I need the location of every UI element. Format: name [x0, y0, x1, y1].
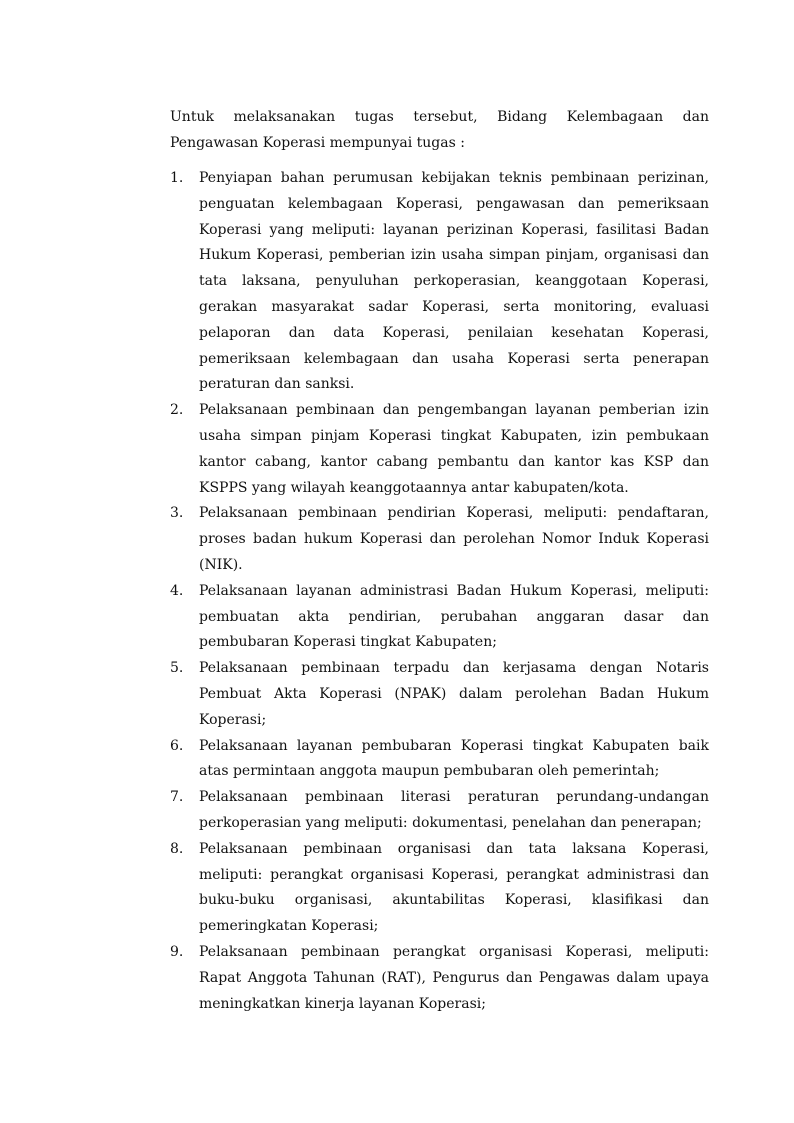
list-item-text: Pelaksanaan pembinaan literasi peraturan perundang-undangan perkoperasian yang meliputi: dokumentasi, penelahan dan penerapan; — [199, 789, 709, 831]
list-item-text: Pelaksanaan pembinaan organisasi dan tata laksana Koperasi, meliputi: perangkat organisasi Koperasi, perangkat administrasi dan buku-buku organisasi, akuntabilitas Koperasi, klasifikasi dan pemeringkatan Koperasi; — [199, 840, 709, 935]
list-item — [170, 940, 709, 1017]
document-page — [170, 104, 709, 1017]
list-item-number: 2. — [170, 402, 184, 419]
list-item-number: 4. — [170, 582, 184, 599]
list-item-text: Penyiapan bahan perumusan kebijakan teknis pembinaan perizinan, penguatan kelembagaan Koperasi, pengawasan dan pemeriksaan Koperasi yang meliputi: layanan perizinan Koperasi, fasilitasi Badan Hukum Koperasi, pemberian izin usaha simpan pinjam, organisasi dan tata laksana, penyuluhan perkoperasian, keanggotaan Koperasi, gerakan masyarakat sadar Koperasi, serta monitoring, evaluasi pelaporan dan data Koperasi, penilaian kesehatan Koperasi, pemeriksaan kelembagaan dan usaha Koperasi serta penerapan peraturan dan sanksi. — [199, 170, 709, 393]
list-item — [170, 785, 709, 837]
list-item — [170, 656, 709, 733]
list-item — [170, 837, 709, 940]
list-item-number: 9. — [170, 943, 184, 960]
list-item-number: 7. — [170, 789, 184, 806]
list-item-text: Pelaksanaan layanan pembubaran Koperasi tingkat Kabupaten baik atas permintaan anggota maupun pembubaran oleh pemerintah; — [199, 737, 709, 780]
intro-paragraph: Untuk melaksanakan tugas tersebut, Bidang Kelembagaan dan Pengawasan Koperasi mempunyai tugas : — [170, 109, 709, 151]
list-item — [170, 501, 709, 578]
list-item — [170, 166, 709, 398]
list-item-number: 1. — [170, 170, 184, 186]
list-item — [170, 398, 709, 501]
list-item-text: Pelaksanaan pembinaan perangkat organisasi Koperasi, meliputi: Rapat Anggota Tahunan (RAT), Pengurus dan Pengawas dalam upaya meningkatkan kinerja layanan Koperasi; — [199, 943, 709, 1012]
list-item-text: Pelaksanaan pembinaan dan pengembangan layanan pemberian izin usaha simpan pinjam Koperasi tingkat Kabupaten, izin pembukaan kantor cabang, kantor cabang pembantu dan kantor kas KSP dan KSPPS yang wilayah keanggotaannya antar kabupaten/kota. — [199, 402, 709, 496]
list-item — [170, 579, 709, 656]
list-item-text: Pelaksanaan pembinaan pendirian Koperasi, meliputi: pendaftaran, proses badan hukum Koperasi dan perolehan Nomor Induk Koperasi (NIK). — [199, 505, 709, 573]
list-item-number: 5. — [170, 660, 184, 677]
list-item-text: Pelaksanaan pembinaan terpadu dan kerjasama dengan Notaris Pembuat Akta Koperasi (NPAK) dalam perolehan Badan Hukum Koperasi; — [199, 660, 709, 728]
list-item-text: Pelaksanaan layanan administrasi Badan Hukum Koperasi, meliputi: pembuatan akta pendirian, perubahan anggaran dasar dan pembubaran Koperasi tingkat Kabupaten; — [199, 582, 709, 651]
list-item-number: 3. — [170, 505, 184, 522]
list-item-number: 8. — [170, 840, 184, 857]
task-list — [170, 166, 709, 1017]
list-item-number: 6. — [170, 737, 184, 754]
list-item — [170, 734, 709, 786]
